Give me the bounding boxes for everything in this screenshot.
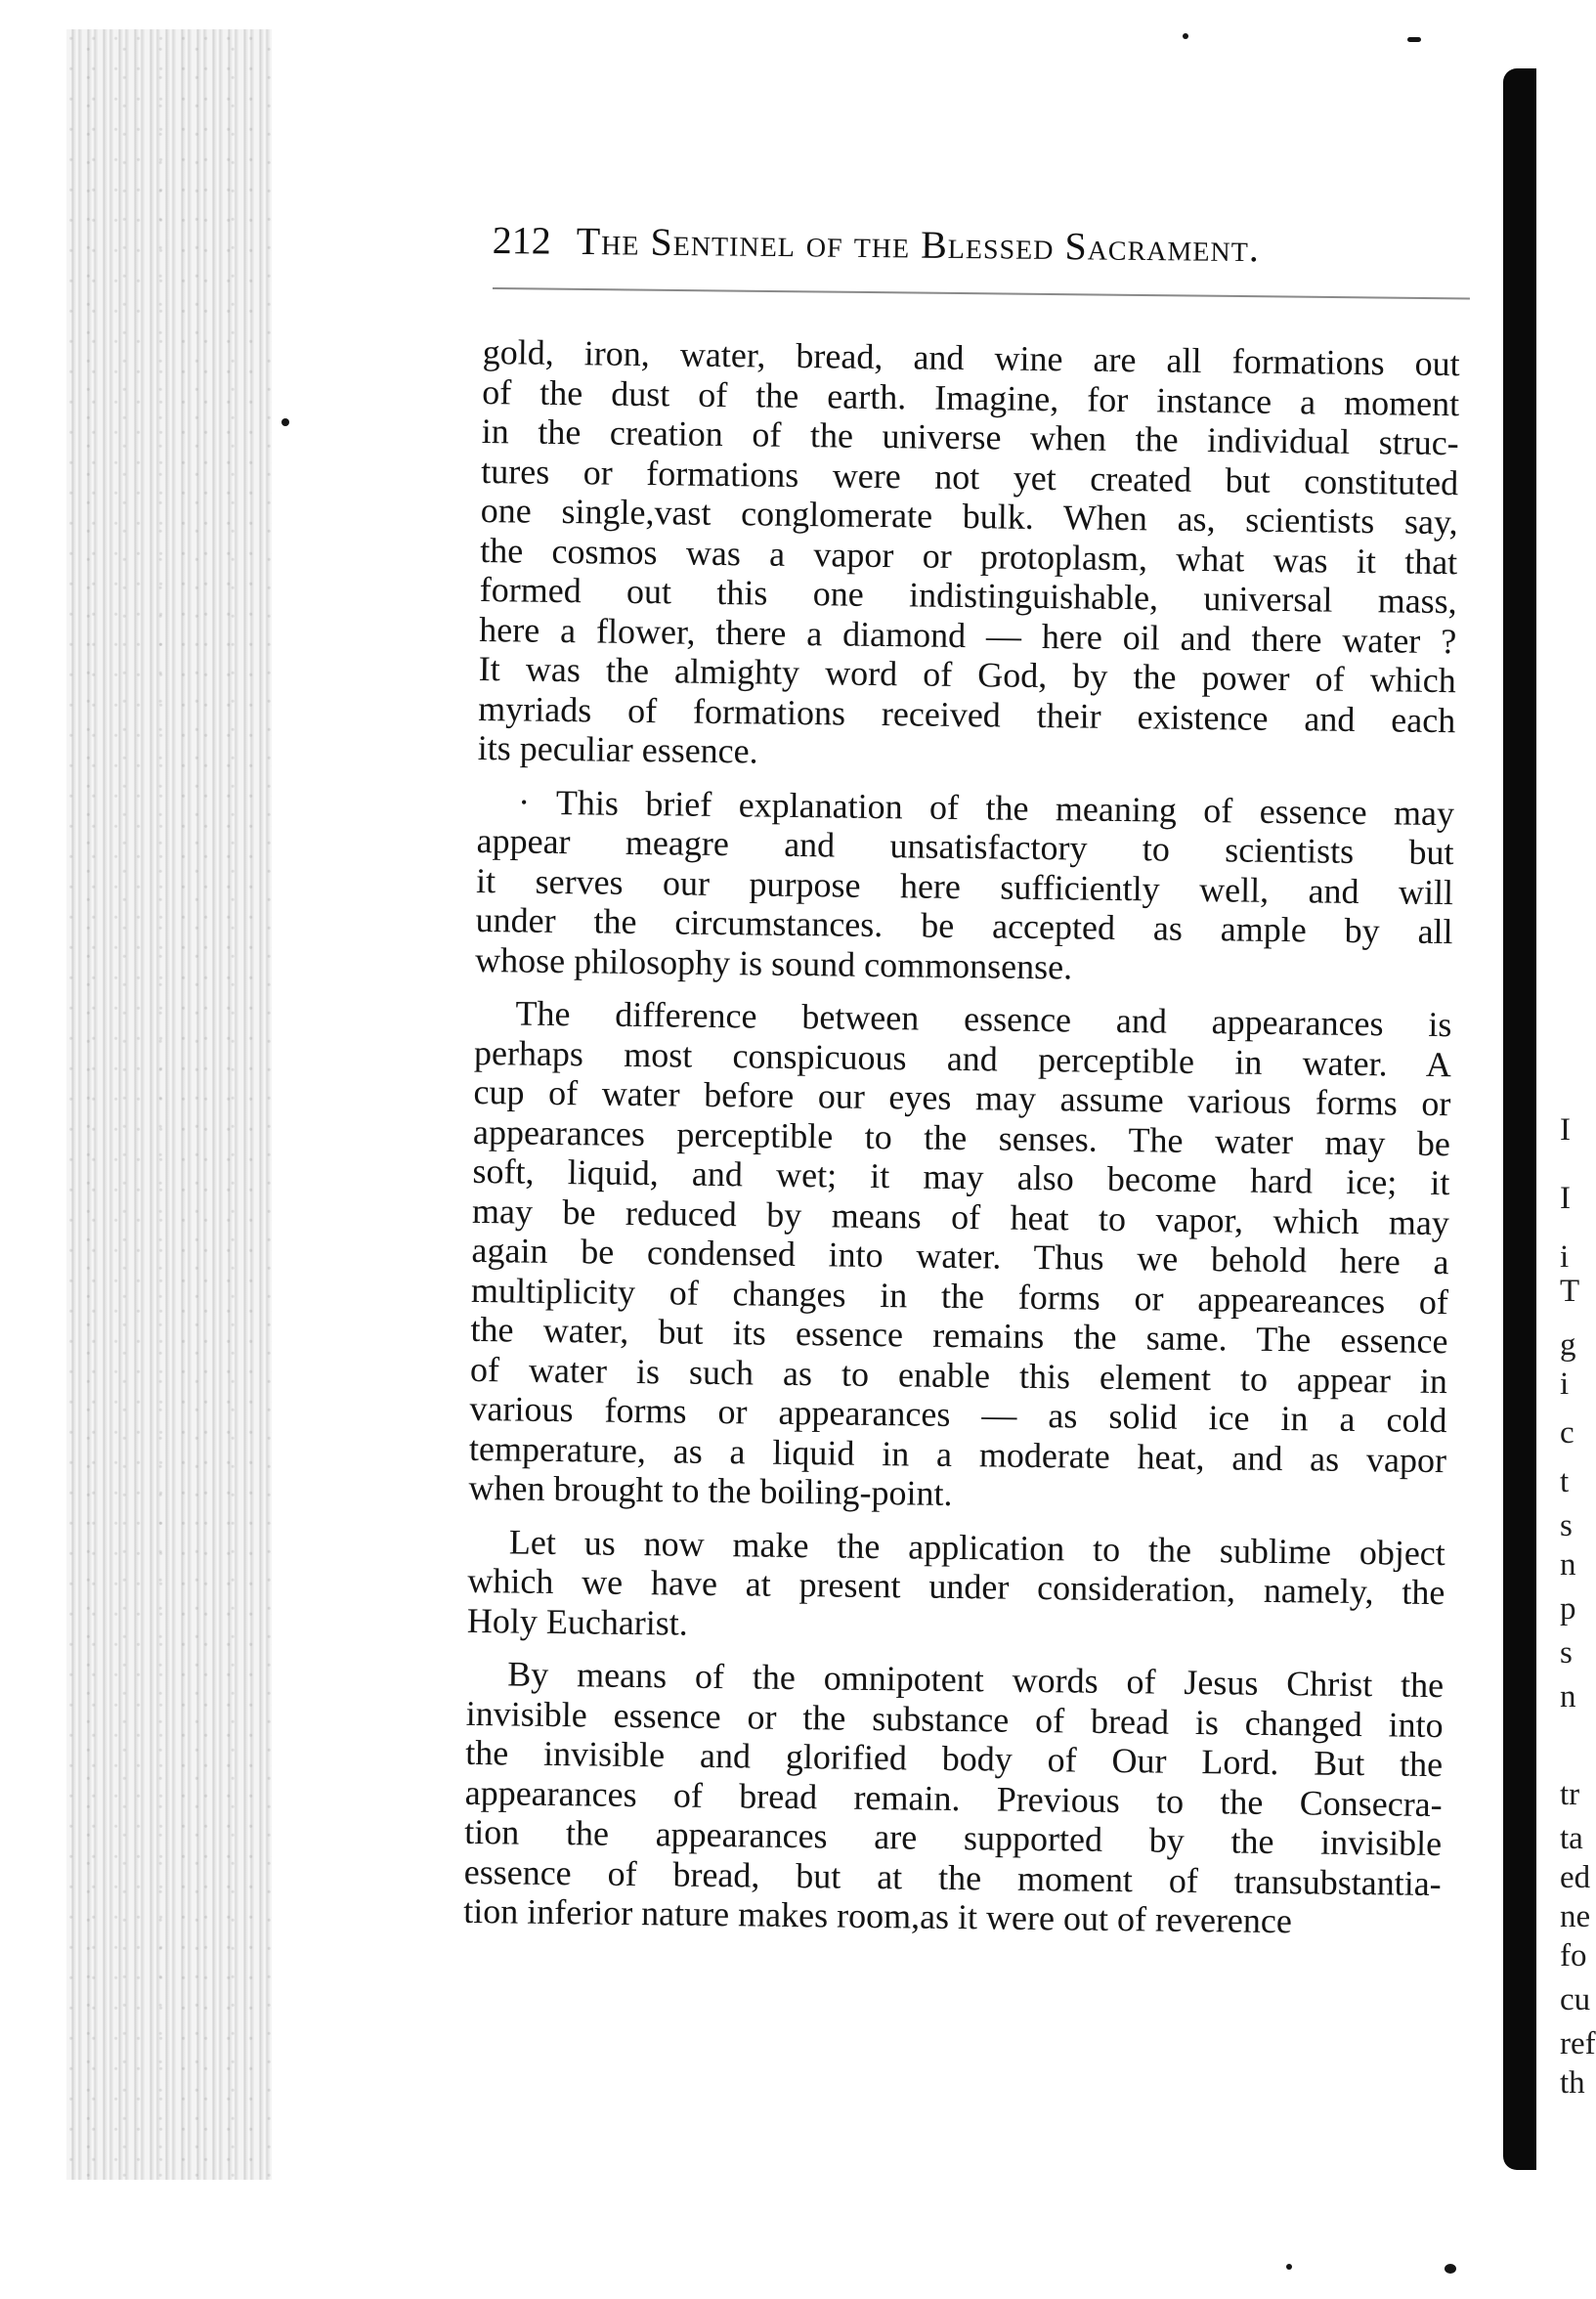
text-line: invisible essence or the substance of bread is changed into <box>465 1693 1444 1745</box>
text-line: the water, but its essence remains the same. The essence <box>470 1309 1448 1362</box>
facing-page-fragment: ref <box>1560 2026 1596 2061</box>
book-gutter <box>1503 68 1536 2170</box>
facing-page-fragment: ta <box>1560 1821 1583 1856</box>
paragraph <box>467 1521 1445 1652</box>
text-line: here a flower, there a diamond — here oil and there water ? <box>479 609 1457 661</box>
facing-page-fragment: s <box>1560 1508 1573 1543</box>
paragraph <box>468 993 1451 1520</box>
text-line: it serves our purpose here sufficiently well, and will <box>475 860 1454 912</box>
body-text <box>463 332 1460 1943</box>
text-line: one single,vast conglomerate bulk. When as, scientists say, <box>480 490 1458 542</box>
text-line: essence of bread, but at the moment of transubstantia- <box>463 1851 1442 1903</box>
facing-page-fragment: I <box>1560 1181 1571 1216</box>
facing-page-fragment: n <box>1560 1547 1576 1583</box>
text-line: soft, liquid, and wet; it may also become hard ice; it <box>472 1150 1450 1203</box>
text-line: which we have at present under consideration, namely, the <box>467 1560 1445 1613</box>
facing-page-fragment: tr <box>1560 1777 1580 1812</box>
text-line: appearances of bread remain. Previous to the Consecra- <box>464 1772 1443 1824</box>
text-line: The difference between essence and appearances is <box>515 993 1452 1045</box>
page-number: 212 <box>492 217 551 263</box>
text-line: of the dust of the earth. Imagine, for instance a moment <box>482 371 1460 423</box>
text-line: of water is such as to enable this element to appear in <box>469 1349 1448 1401</box>
running-title: The Sentinel of the Blessed Sacrament. <box>576 218 1261 271</box>
paragraph <box>463 1654 1444 1943</box>
text-line: tion the appearances are supported by the invisible <box>464 1811 1443 1864</box>
text-line: formed out this one indistinguishable, universal mass, <box>479 569 1457 622</box>
facing-page-fragment: T <box>1560 1274 1580 1309</box>
text-line: under the circumstances. be accepted as ample by all <box>475 899 1453 952</box>
text-line: myriads of formations received their existence and each <box>478 688 1456 740</box>
text-line: whose philosophy is sound commonsense. <box>474 939 1073 986</box>
text-line: appearances perceptible to the senses. The water may be <box>472 1111 1451 1163</box>
facing-page-fragment: i <box>1560 1366 1570 1402</box>
facing-page-fragment: i <box>1560 1239 1570 1275</box>
facing-page-edge <box>1536 39 1596 2209</box>
facing-page-fragment: cu <box>1560 1982 1591 2017</box>
text-line: Let us now make the application to the sublime object <box>508 1521 1446 1573</box>
paragraph <box>478 332 1460 780</box>
text-line: It was the almighty word of God, by the power of which <box>478 648 1456 701</box>
text-line: tures or formations were not yet created but constituted <box>481 451 1459 502</box>
text-line: various forms or appearances — as solid ice in a cold <box>469 1388 1447 1441</box>
facing-page-fragment: fo <box>1560 1938 1587 1974</box>
text-line: in the creation of the universe when the individual struc- <box>481 411 1459 463</box>
text-line: tion inferior nature makes room,as it were out of reverence <box>463 1890 1293 1941</box>
facing-page-fragment: n <box>1560 1679 1576 1714</box>
facing-page-fragment: g <box>1560 1327 1576 1363</box>
facing-page-fragment: ed <box>1560 1860 1591 1895</box>
facing-page-fragment: t <box>1560 1464 1570 1499</box>
facing-page-fragment: p <box>1560 1591 1576 1627</box>
text-line: · This brief explanation of the meaning of essence may <box>517 781 1455 833</box>
facing-page-fragment: th <box>1560 2065 1585 2101</box>
text-line: multiplicity of changes in the forms or appeareances of <box>470 1270 1449 1322</box>
facing-page-fragment: s <box>1560 1635 1573 1670</box>
stacked-page-edges <box>66 29 272 2180</box>
text-line: the cosmos was a vapor or protoplasm, what was it that <box>480 530 1458 582</box>
text-line: when brought to the boiling-point. <box>468 1467 953 1513</box>
text-line: By means of the omnipotent words of Jesus Christ the <box>506 1654 1445 1706</box>
running-header <box>492 217 1466 285</box>
facing-page-fragment: ne <box>1560 1899 1591 1934</box>
text-line: the invisible and glorified body of Our Lord. But the <box>465 1732 1444 1785</box>
text-line: Holy Eucharist. <box>466 1600 689 1643</box>
text-line: gold, iron, water, bread, and wine are all formations out <box>482 332 1460 384</box>
text-line: appear meagre and unsatisfactory to scientists but <box>476 820 1454 873</box>
text-line: may be reduced by means of heat to vapor, which may <box>471 1191 1450 1242</box>
text-line: perhaps most conspicuous and perceptible in water. A <box>473 1032 1452 1084</box>
text-line: temperature, as a liquid in a moderate heat, and as vapor <box>468 1428 1447 1480</box>
facing-page-fragment: c <box>1560 1415 1574 1451</box>
text-line: cup of water before our eyes may assume various forms or <box>473 1071 1451 1124</box>
facing-page-fragment: I <box>1560 1112 1571 1148</box>
paragraph <box>475 781 1454 991</box>
text-line: its peculiar essence. <box>477 727 758 771</box>
text-line: again be condensed into water. Thus we behold here a <box>471 1230 1449 1282</box>
